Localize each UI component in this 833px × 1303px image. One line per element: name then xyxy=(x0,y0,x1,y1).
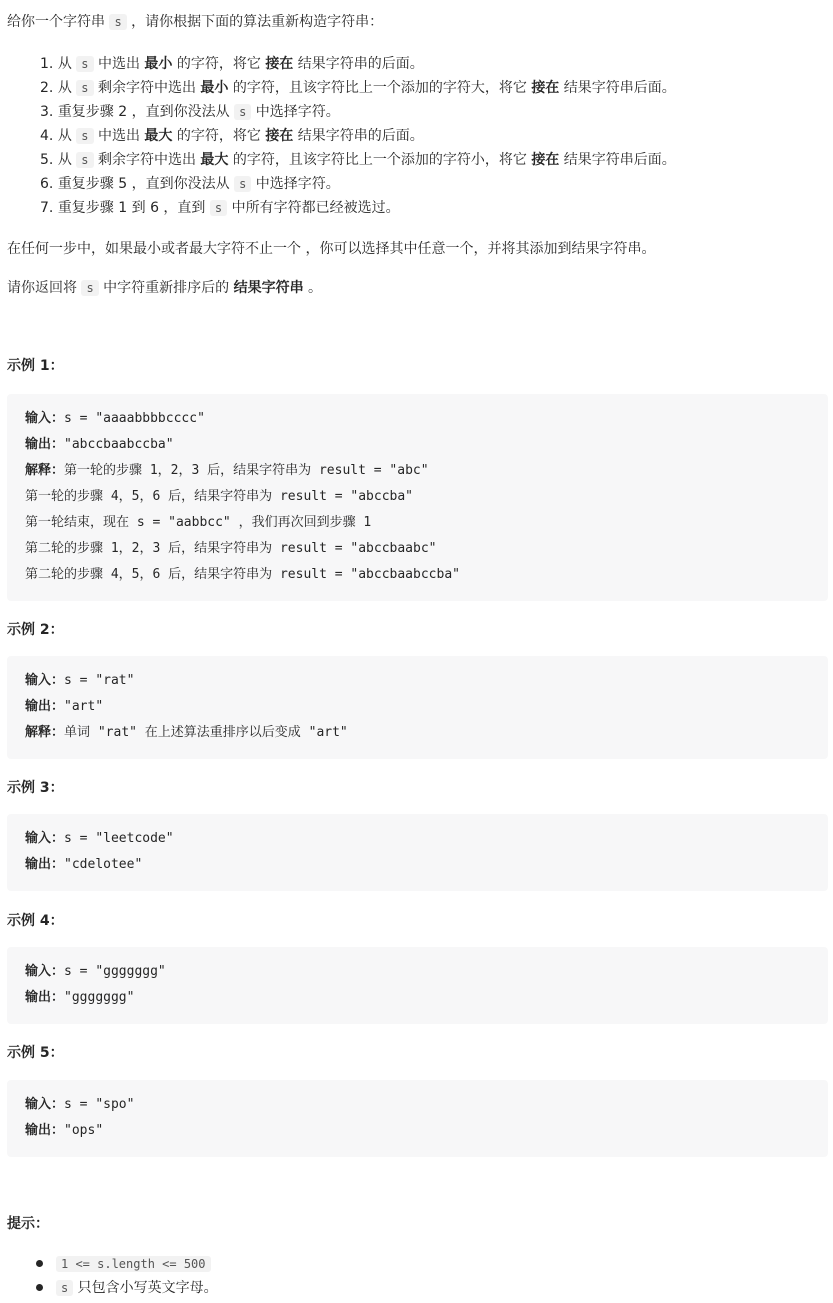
inline-code: s xyxy=(76,152,93,168)
paragraph-return: 请你返回将 s 中字符重新排序后的 结果字符串 。 xyxy=(7,280,323,296)
step-item: 3. 重复步骤 2 ，直到你没法从 s 中选择字符。 xyxy=(40,104,340,120)
example-title: 示例 1： xyxy=(7,358,64,374)
intro-paragraph xyxy=(7,10,383,34)
inline-code: s xyxy=(76,128,93,144)
step-item: 7. 重复步骤 1 到 6 ，直到 s 中所有字符都已经被选过。 xyxy=(40,200,400,216)
example-block: 输入：s = "aaaabbbbcccc" 输出："abccbaabccba" 解释：第一轮的步骤 1，2，3 后，结果字符串为 result = "abc" 第一轮的步骤 4，5，6 后，结果字符串为 result = "abccba" 第一轮结束，现在 s = "aabbcc" ，我们再次回到步骤 1 第二轮的步骤 1，2，3 后，结果字符串为 result = "abccbaabc" 第二轮的步骤 4，5，6 后，结果字符串为 result = "abccbaabccba" xyxy=(7,394,828,601)
inline-code: s xyxy=(81,280,98,296)
inline-code: s xyxy=(56,1280,73,1296)
step-item: 6. 重复步骤 5 ，直到你没法从 s 中选择字符。 xyxy=(40,176,340,192)
example-title: 示例 4： xyxy=(7,913,64,929)
intro-text-after: ，请你根据下面的算法重新构造字符串： xyxy=(126,14,384,30)
step-item: 4. 从 s 中选出 最大 的字符，将它 接在 结果字符串的后面。 xyxy=(40,128,424,144)
example-block: 输入：s = "leetcode" 输出："cdelotee" xyxy=(7,814,828,891)
hints-title: 提示： xyxy=(7,1216,49,1232)
hints-list xyxy=(30,1252,218,1300)
algorithm-steps xyxy=(40,52,676,220)
example-title: 示例 5： xyxy=(7,1045,64,1061)
inline-code: s xyxy=(76,80,93,96)
step-item: 1. 从 s 中选出 最小 的字符，将它 接在 结果字符串的后面。 xyxy=(40,56,424,72)
inline-code: s xyxy=(210,200,227,216)
step-item: 5. 从 s 剩余字符中选出 最大 的字符，且该字符比上一个添加的字符小，将它 接在 结果字符串后面。 xyxy=(40,152,676,168)
inline-code: s xyxy=(76,56,93,72)
intro-text: 给你一个字符串 xyxy=(7,14,110,30)
example-block: 输入：s = "rat" 输出："art" 解释：单词 "rat" 在上述算法重排序以后变成 "art" xyxy=(7,656,828,759)
inline-code: 1 <= s.length <= 500 xyxy=(56,1256,211,1272)
hint-item xyxy=(30,1252,218,1276)
paragraph-any-choice: 在任何一步中，如果最小或者最大字符不止一个 ，你可以选择其中任意一个，并将其添加到结果字符串。 xyxy=(7,241,656,257)
inline-code: s xyxy=(109,14,126,30)
example-title: 示例 2： xyxy=(7,622,64,638)
step-item: 2. 从 s 剩余字符中选出 最小 的字符，且该字符比上一个添加的字符大，将它 接在 结果字符串后面。 xyxy=(40,80,676,96)
example-block: 输入：s = "spo" 输出："ops" xyxy=(7,1080,828,1157)
example-block: 输入：s = "ggggggg" 输出："ggggggg" xyxy=(7,947,828,1024)
inline-code: s xyxy=(234,176,251,192)
example-title: 示例 3： xyxy=(7,780,64,796)
hint-item: s 只包含小写英文字母。 xyxy=(30,1276,218,1300)
inline-code: s xyxy=(234,104,251,120)
